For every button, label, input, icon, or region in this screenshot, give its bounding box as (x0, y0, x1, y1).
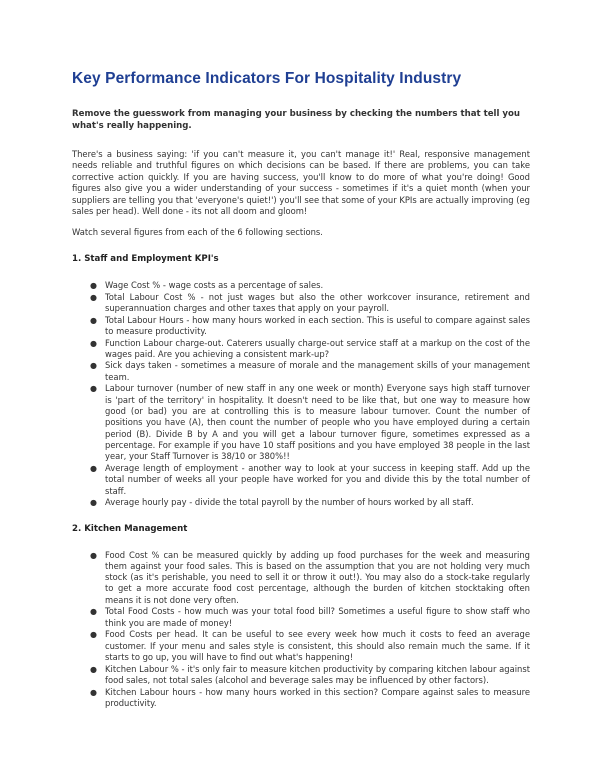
list-item-text: Total Labour Cost % - not just wages but also the other workcover insurance, retirement and superannuation charges and other taxes that apply on your payroll. (105, 291, 530, 313)
bullet-icon: ● (90, 361, 97, 371)
list-item-text: Food Cost % can be measured quickly by adding up food purchases for the week and measuring them against your food sales. This is based on the assumption that you are not holding very much stock (as it's perishable, you need to sell it or throw it out!). You may also do a stock-take regularly to get a more accurate food cost percentage, although the burden of kitchen stocktaking often means it is not done very often. (105, 549, 530, 605)
list-item (90, 314, 530, 338)
list-item (90, 462, 530, 497)
list-item-text: Kitchen Labour % - it's only fair to measure kitchen productivity by comparing kitchen labour against food sales, not total sales (alcohol and beverage sales may be influenced by other factors). (105, 663, 530, 685)
bullet-icon: ● (90, 463, 97, 473)
list-item-text: Function Labour charge-out. Caterers usually charge-out service staff at a markup on the cost of the wages paid. Are you achieving a consistent mark-up? (105, 337, 530, 359)
list-item-text: Average hourly pay - divide the total payroll by the number of hours worked by all staff. (105, 497, 474, 508)
list-item (90, 383, 530, 462)
bullet-icon: ● (90, 292, 97, 302)
section-heading: 2. Kitchen Management (72, 523, 188, 534)
list-item-text: Wage Cost % - wage costs as a percentage of sales. (105, 279, 324, 290)
list-item (90, 337, 530, 361)
bullet-icon: ● (90, 498, 97, 508)
document-title: Key Performance Indicators For Hospitality Industry (72, 70, 462, 87)
list-item (90, 606, 530, 629)
list-item (90, 497, 530, 508)
bullet-icon: ● (90, 687, 97, 697)
list-item (90, 360, 530, 383)
list-item (90, 629, 530, 663)
list-item-text: Labour turnover (number of new staff in any one week or month) Everyone says high staff turnover is 'part of the territory' in hospitality. It doesn't need to be like that, but one way to measure how good (or bad) you are at controlling this is to measure labour turnover. Count the number of positions you have (A), then count the number of people who you have employed during a certain period (B). Divide B by A and you will get a labour turnover figure, sometimes expressed as a percentage. For example if you have 10 staff positions and you have employed 38 people in the last year, your Staff Turnover is 38/10 or 380%!! (105, 383, 530, 462)
watch-paragraph: Watch several figures from each of the 6 following sections. (72, 227, 323, 238)
kpi-list (72, 280, 530, 509)
list-item-text: Average length of employment - another way to look at your success in keeping staff. Add up the total number of weeks all your people have worked for you and divide this by the total number of staff. (105, 462, 530, 496)
list-item (90, 291, 530, 315)
intro-paragraph: There's a business saying: 'if you can't measure it, you can't manage it!' Real, responsive management needs reliable and truthful figures on which decisions can be based. If there are problems, you can take corrective action quickly. If you are having success, you'll know to do more of what you're doing! Good figures also give you a wider understanding of your success - sometimes if it's a quiet month (when your suppliers are telling you that 'everyone's quiet!') you'll see that some of your KPIs are actually improving (eg sales per head). Well done - its not all doom and gloom! (72, 149, 530, 217)
list-item (90, 686, 530, 710)
document-subtitle: Remove the guesswork from managing your business by checking the numbers that tell you what's really happening. (72, 109, 521, 131)
list-item (90, 279, 530, 291)
bullet-icon: ● (90, 630, 97, 640)
bullet-icon: ● (90, 550, 97, 560)
list-item-text: Food Costs per head. It can be useful to see every week how much it costs to feed an average customer. If your menu and sales style is consistent, this should also remain much the same. If it starts to go up, you will have to find out what's happening! (105, 629, 530, 662)
list-item-text: Total Labour Hours - how many hours worked in each section. This is useful to compare against sales to measure productivity. (105, 314, 530, 336)
list-item (90, 549, 530, 606)
bullet-icon: ● (90, 280, 97, 290)
bullet-icon: ● (90, 607, 97, 617)
section-staff (72, 254, 530, 509)
section-heading: 1. Staff and Employment KPI's (72, 253, 219, 264)
bullet-icon: ● (90, 315, 97, 325)
bullet-icon: ● (90, 664, 97, 674)
list-item-text: Sick days taken - sometimes a measure of morale and the management skills of your management team. (105, 360, 530, 382)
section-kitchen (72, 524, 530, 710)
list-item-text: Total Food Costs - how much was your total food bill? Sometimes a useful figure to show staff who think you are made of money! (105, 606, 530, 628)
bullet-icon: ● (90, 338, 97, 348)
kpi-list (72, 550, 530, 710)
bullet-icon: ● (90, 384, 97, 394)
list-item-text: Kitchen Labour hours - how many hours worked in this section? Compare against sales to measure productivity. (105, 686, 530, 708)
list-item (90, 663, 530, 687)
